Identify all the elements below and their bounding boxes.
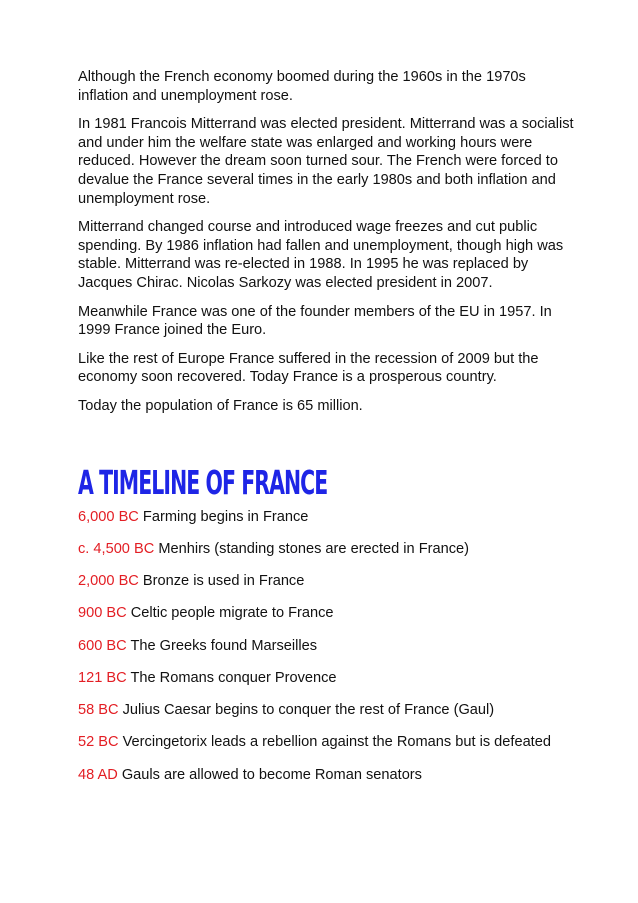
paragraph-mitterrand-election: In 1981 Francois Mitterrand was elected president. Mitterrand was a socialist and under him the welfare state was enlarged and working hours were reduced. However the dream soon turned sour. The French were forced to devalue the France several times in the early 1980s and both inflation and unemployment rose.: [78, 116, 574, 207]
timeline-date: c. 4,500 BC: [78, 540, 155, 557]
timeline-date: 52 BC: [78, 734, 119, 751]
timeline-entry: [78, 508, 578, 527]
timeline-entry: [78, 701, 578, 720]
timeline-entry: [78, 669, 578, 688]
timeline-date: 58 BC: [78, 702, 119, 719]
timeline-event: Menhirs (standing stones are erected in France): [158, 540, 470, 557]
timeline-entry: [78, 637, 578, 656]
timeline-event: Farming begins in France: [142, 508, 309, 525]
timeline-date: 121 BC: [78, 669, 127, 686]
timeline-entry: [78, 572, 578, 591]
timeline-event: The Romans conquer Provence: [130, 669, 337, 686]
timeline-event: Gauls are allowed to become Roman senators: [121, 766, 422, 783]
timeline-event: The Greeks found Marseilles: [130, 637, 318, 654]
timeline-entry: [78, 540, 578, 559]
timeline-date: 6,000 BC: [78, 508, 139, 525]
paragraph-mitterrand-policy: Mitterrand changed course and introduced wage freezes and cut public spending. By 1986 inflation had fallen and unemployment, though high was stable. Mitterrand was re-elected in 1988. In 1995 he was replaced by Jacques Chirac. Nicolas Sarkozy was elected president in 2007.: [78, 219, 564, 291]
timeline-heading: A TIMELINE OF FRANCE: [78, 462, 328, 502]
timeline-entry: [78, 733, 578, 752]
timeline-date: 2,000 BC: [78, 573, 139, 590]
timeline-event: Celtic people migrate to France: [130, 605, 334, 622]
paragraph-1970s-economy: Although the French economy boomed during the 1960s in the 1970s inflation and unemployment rose.: [78, 69, 526, 104]
paragraph-recession: Like the rest of Europe France suffered in the recession of 2009 but the economy soon recovered. Today France is a prosperous country.: [78, 350, 539, 386]
timeline-entry: [78, 766, 578, 785]
timeline-entry: [78, 604, 578, 623]
document-page: [78, 68, 578, 798]
timeline-date: 600 BC: [78, 637, 127, 654]
timeline-date: 900 BC: [78, 605, 127, 622]
timeline-date: 48 AD: [78, 766, 118, 783]
timeline-event: Vercingetorix leads a rebellion against the Romans but is defeated: [122, 734, 551, 751]
timeline-list: [78, 508, 578, 785]
timeline-event: Bronze is used in France: [142, 573, 305, 590]
timeline-event: Julius Caesar begins to conquer the rest of France (Gaul): [122, 702, 495, 719]
paragraph-eu-euro: Meanwhile France was one of the founder members of the EU in 1957. In 1999 France joined the Euro.: [78, 303, 552, 339]
paragraph-population: Today the population of France is 65 million.: [78, 397, 363, 414]
